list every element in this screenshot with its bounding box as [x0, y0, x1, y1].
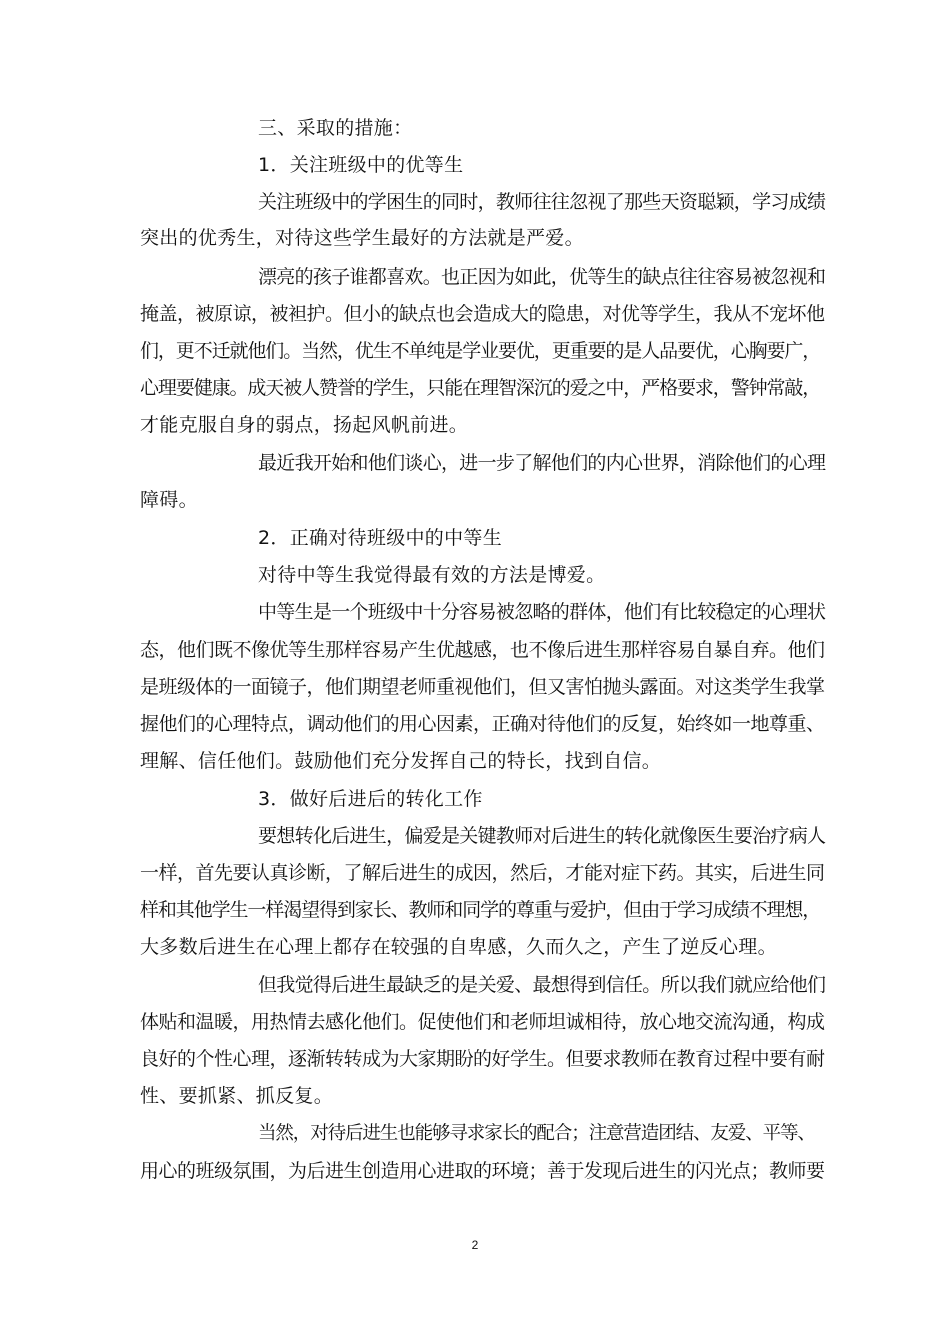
text-line: 心理要健康。成天被人赞誉的学生，只能在理智深沉的爱之中，严格要求，警钟常敲，	[140, 377, 821, 399]
page-number: 2	[471, 1238, 479, 1252]
text-line: 中等生是一个班级中十分容易被忽略的群体，他们有比较稳定的心理状	[258, 601, 826, 623]
text-line: 大多数后进生在心理上都存在较强的自卑感，久而久之，产生了逆反心理。	[140, 936, 777, 958]
text-line: 是班级体的一面镜子，他们期望老师重视他们，但又害怕抛头露面。对这类学生我掌	[140, 676, 825, 698]
text-line: 良好的个性心理，逐渐转转成为大家期盼的好学生。但要求教师在教育过程中要有耐	[140, 1048, 825, 1070]
text-line: 用心的班级氛围，为后进生创造用心进取的环境；善于发现后进生的闪光点；教师要	[140, 1160, 825, 1182]
text-line: 掩盖，被原谅，被袒护。但小的缺点也会造成大的隐患，对优等学生，我从不宠坏他	[140, 303, 825, 325]
text-line: 态，他们既不像优等生那样容易产生优越感，也不像后进生那样容易自暴自弃。他们	[140, 639, 825, 661]
text-line: 关注班级中的学困生的同时，教师往往忽视了那些天资聪颖，学习成绩	[258, 191, 826, 213]
text-line: 漂亮的孩子谁都喜欢。也正因为如此，优等生的缺点往往容易被忽视和	[258, 266, 826, 288]
text-line: 体贴和温暖，用热情去感化他们。促使他们和老师坦诚相待，放心地交流沟通，构成	[140, 1011, 825, 1033]
text-line: 要想转化后进生，偏爱是关键教师对后进生的转化就像医生要治疗病人	[258, 825, 826, 847]
text-line: 才能克服自身的弱点，扬起风帆前进。	[140, 414, 469, 436]
text-line: 障碍。	[140, 489, 198, 511]
text-line: 突出的优秀生，对待这些学生最好的方法就是严爱。	[140, 227, 584, 249]
text-line: 一样，首先要认真诊断，了解后进生的成因，然后，才能对症下药。其实，后进生同	[140, 862, 825, 884]
text-line: 握他们的心理特点，调动他们的用心因素，正确对待他们的反复，始终如一地尊重、	[140, 713, 825, 735]
text-line: 最近我开始和他们谈心，进一步了解他们的内心世界，消除他们的心理	[258, 452, 826, 474]
text-line: 3．做好后进后的转化工作	[258, 788, 483, 810]
text-line: 们，更不迁就他们。当然，优生不单纯是学业要优，更重要的是人品要优，心胸要广，	[140, 340, 821, 362]
text-line: 理解、信任他们。鼓励他们充分发挥自己的特长，找到自信。	[140, 750, 662, 772]
text-line: 当然，对待后进生也能够寻求家长的配合；注意营造团结、友爱、平等、	[258, 1123, 815, 1144]
text-line: 2．正确对待班级中的中等生	[258, 527, 502, 549]
text-line: 性、要抓紧、抓反复。	[140, 1085, 334, 1107]
text-line: 但我觉得后进生最缺乏的是关爱、最想得到信任。所以我们就应给他们	[258, 974, 826, 996]
text-line: 1．关注班级中的优等生	[258, 154, 464, 176]
text-line: 对待中等生我觉得最有效的方法是博爱。	[258, 564, 606, 586]
text-line: 三、采取的措施：	[258, 117, 413, 139]
text-line: 样和其他学生一样渴望得到家长、教师和同学的尊重与爱护，但由于学习成绩不理想，	[140, 899, 821, 921]
